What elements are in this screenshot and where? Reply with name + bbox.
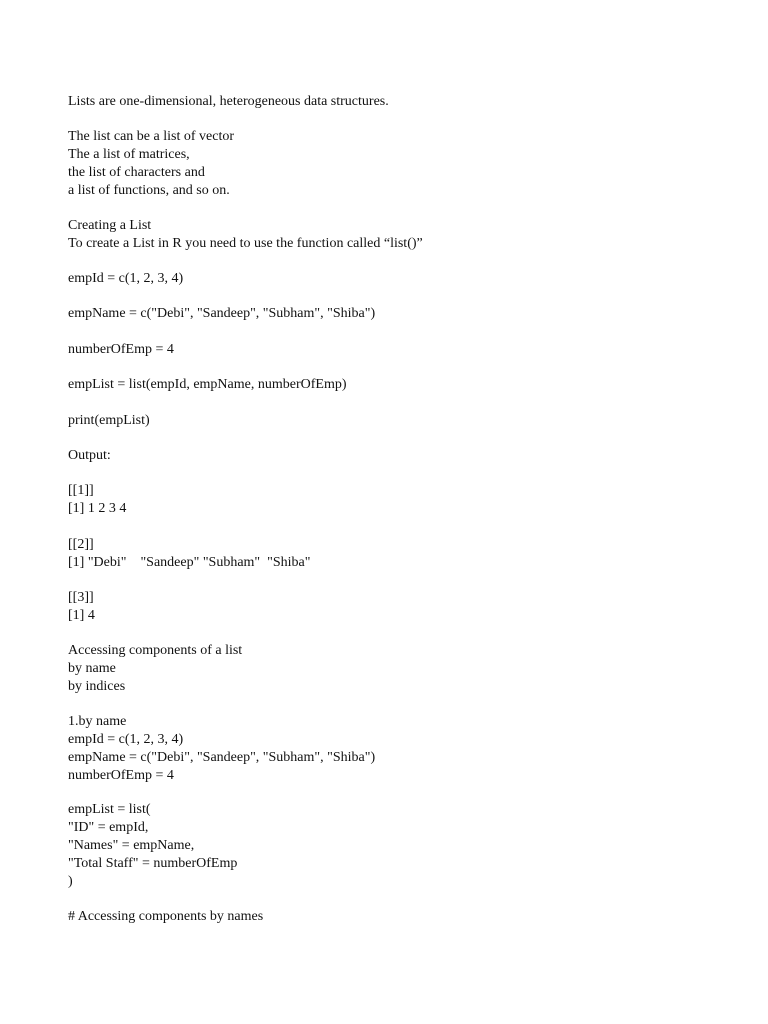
code-line: print(empList) <box>68 413 150 428</box>
code-line: empName = c("Debi", "Sandeep", "Subham", "Shiba") <box>68 306 376 321</box>
section-heading-accessing: Accessing components of a list <box>68 643 243 658</box>
accessing-method: by indices <box>68 679 126 694</box>
output-line: [[3]] <box>68 590 94 605</box>
list-types-line-3: the list of characters and <box>68 165 205 180</box>
code-line: numberOfEmp = 4 <box>68 768 174 783</box>
list-types-line-2: The a list of matrices, <box>68 147 190 162</box>
code-line: "ID" = empId, <box>68 820 149 835</box>
output-label: Output: <box>68 448 111 463</box>
intro-text: Lists are one-dimensional, heterogeneous data structures. <box>68 94 389 109</box>
list-types-line-1: The list can be a list of vector <box>68 129 234 144</box>
code-line: empId = c(1, 2, 3, 4) <box>68 271 184 286</box>
code-line: ) <box>68 874 73 889</box>
output-line: [1] "Debi" "Sandeep" "Subham" "Shiba" <box>68 555 311 570</box>
code-line: "Names" = empName, <box>68 838 195 853</box>
code-line: empId = c(1, 2, 3, 4) <box>68 732 184 747</box>
code-line: "Total Staff" = numberOfEmp <box>68 856 238 871</box>
code-line: numberOfEmp = 4 <box>68 342 174 357</box>
code-line: empList = list(empId, empName, numberOfEmp) <box>68 377 347 392</box>
list-types-line-4: a list of functions, and so on. <box>68 183 230 198</box>
output-line: [[1]] <box>68 483 94 498</box>
accessing-method: by name <box>68 661 116 676</box>
code-line: empList = list( <box>68 802 151 817</box>
section-heading-creating: Creating a List <box>68 218 152 233</box>
output-line: [1] 1 2 3 4 <box>68 501 127 516</box>
output-line: [[2]] <box>68 537 94 552</box>
subsection-heading-by-name: 1.by name <box>68 714 127 729</box>
code-line: empName = c("Debi", "Sandeep", "Subham", "Shiba") <box>68 750 376 765</box>
output-line: [1] 4 <box>68 608 95 623</box>
code-comment: # Accessing components by names <box>68 909 264 924</box>
creating-description: To create a List in R you need to use the function called “list()” <box>68 236 423 251</box>
